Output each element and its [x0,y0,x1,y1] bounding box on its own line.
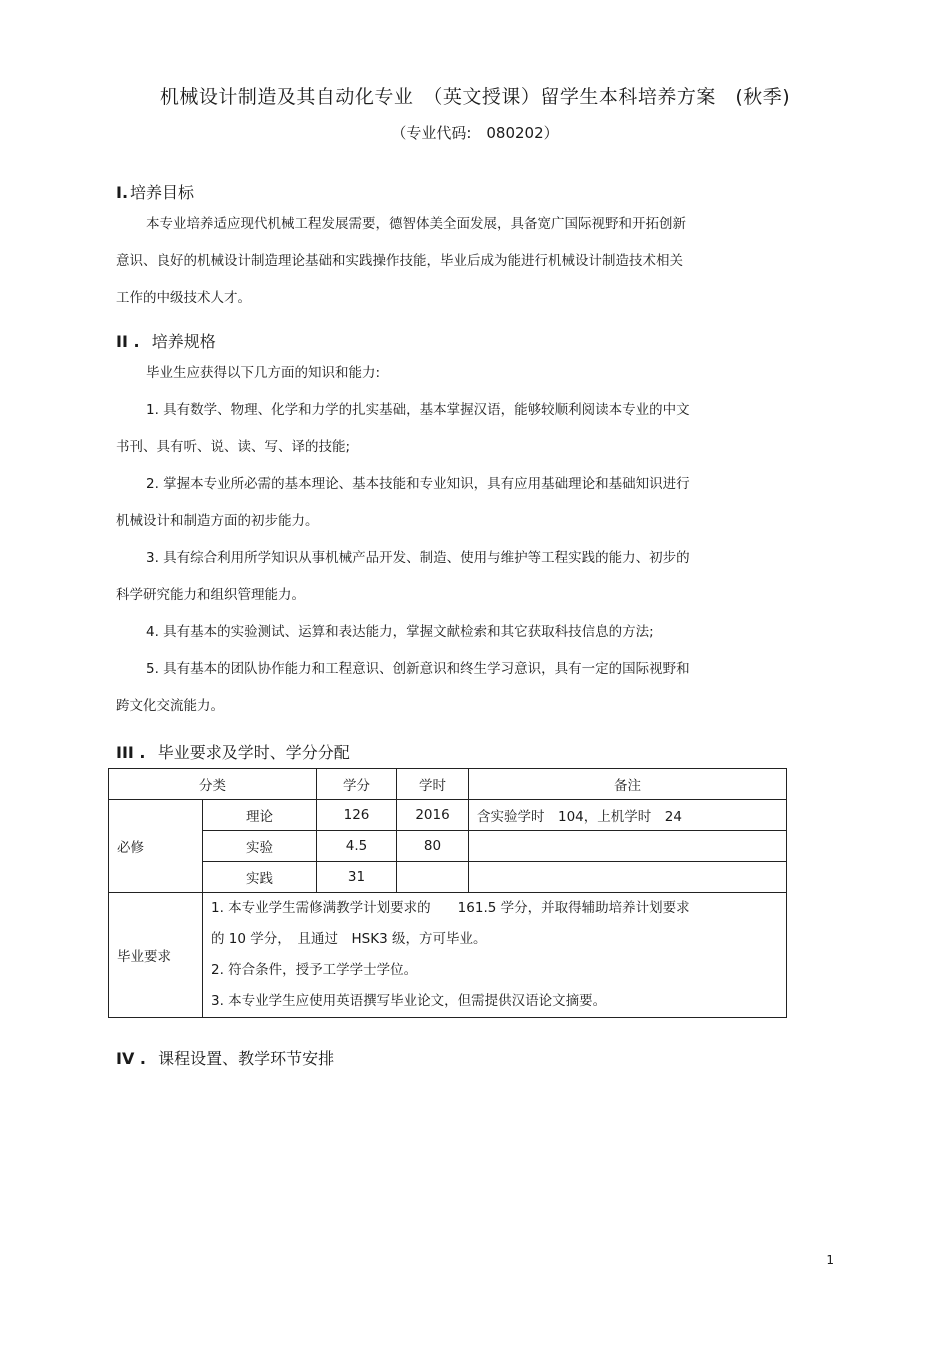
paragraph-line: 工作的中级技术人才。 [116,290,251,306]
table-row [109,831,787,862]
list-item-cont: 跨文化交流能力。 [116,698,224,714]
document-title: 机械设计制造及其自动化专业 （英文授课）留学生本科培养方案 (秋季) [159,86,791,108]
section-2-intro: 毕业生应获得以下几方面的知识和能力: [146,365,381,381]
header-notes: 备注 [469,769,787,800]
row-note [469,862,787,893]
requirement-line: 2. 符合条件，授予工学学士学位。 [211,962,418,978]
list-item-cont: 科学研究能力和组织管理能力。 [116,587,305,603]
list-item: 3. 具有综合利用所学知识从事机械产品开发、制造、使用与维护等工程实践的能力、初步的 [146,550,690,566]
section-1-body [116,206,766,317]
requirement-line: 的 10 学分， 且通过 HSK3 级，方可毕业。 [211,931,487,947]
requirements-label: 毕业要求 [109,893,203,1018]
requirement-line: 3. 本专业学生应使用英语撰写毕业论文，但需提供汉语论文摘要。 [211,993,607,1009]
major-code: （专业代码: 080202） [391,124,559,142]
section-2-heading [116,329,216,352]
list-item-cont: 机械设计和制造方面的初步能力。 [116,513,319,529]
header-hours: 学时 [397,769,469,800]
row-type: 理论 [203,800,317,831]
credit-table [108,768,787,1018]
paragraph-line: 本专业培养适应现代机械工程发展需要，德智体美全面发展，具备宽广国际视野和开拓创新 [146,216,686,232]
header-credits: 学分 [317,769,397,800]
section-1-title: 培养目标 [130,183,195,202]
row-note: 含实验学时 104，上机学时 24 [469,800,787,831]
table-row-requirements [109,893,787,1018]
requirements-cell [203,893,787,1018]
list-item: 1. 具有数学、物理、化学和力学的扎实基础，基本掌握汉语，能够较顺利阅读本专业的中文 [146,402,690,418]
row-type: 实践 [203,862,317,893]
row-hours: 80 [397,831,469,862]
list-item: 2. 掌握本专业所必需的基本理论、基本技能和专业知识，具有应用基础理论和基础知识进行 [146,476,690,492]
list-item-cont: 书刊、具有听、说、读、写、译的技能; [116,439,351,455]
header-category: 分类 [109,769,317,800]
table-row [109,800,787,831]
section-2-number: II . [116,332,140,351]
section-4-title: 课程设置、教学环节安排 [158,1049,335,1068]
table-header-row [109,769,787,800]
row-hours: 2016 [397,800,469,831]
section-2-title: 培养规格 [151,332,216,351]
group-required: 必修 [109,800,203,893]
section-3-title: 毕业要求及学时、学分分配 [157,743,350,762]
section-1-heading [116,180,194,203]
page-number: 1 [826,1253,834,1267]
row-credits: 31 [317,862,397,893]
row-credits: 126 [317,800,397,831]
row-credits: 4.5 [317,831,397,862]
section-4-number: IV . [116,1049,146,1068]
list-item: 4. 具有基本的实验测试、运算和表达能力，掌握文献检索和其它获取科技信息的方法; [146,624,654,640]
row-type: 实验 [203,831,317,862]
section-1-number: I. [116,183,129,202]
paragraph-line: 意识、良好的机械设计制造理论基础和实践操作技能，毕业后成为能进行机械设计制造技术相关 [116,253,683,269]
row-hours [397,862,469,893]
list-item: 5. 具有基本的团队协作能力和工程意识、创新意识和终生学习意识，具有一定的国际视野和 [146,661,690,677]
section-4-heading [116,1046,334,1069]
section-2-body [116,355,766,725]
table-row [109,862,787,893]
requirement-line: 1. 本专业学生需修满教学计划要求的 161.5 学分，并取得辅助培养计划要求 [211,900,690,916]
section-3-number: III . [116,743,146,762]
section-3-heading [116,740,350,763]
row-note [469,831,787,862]
